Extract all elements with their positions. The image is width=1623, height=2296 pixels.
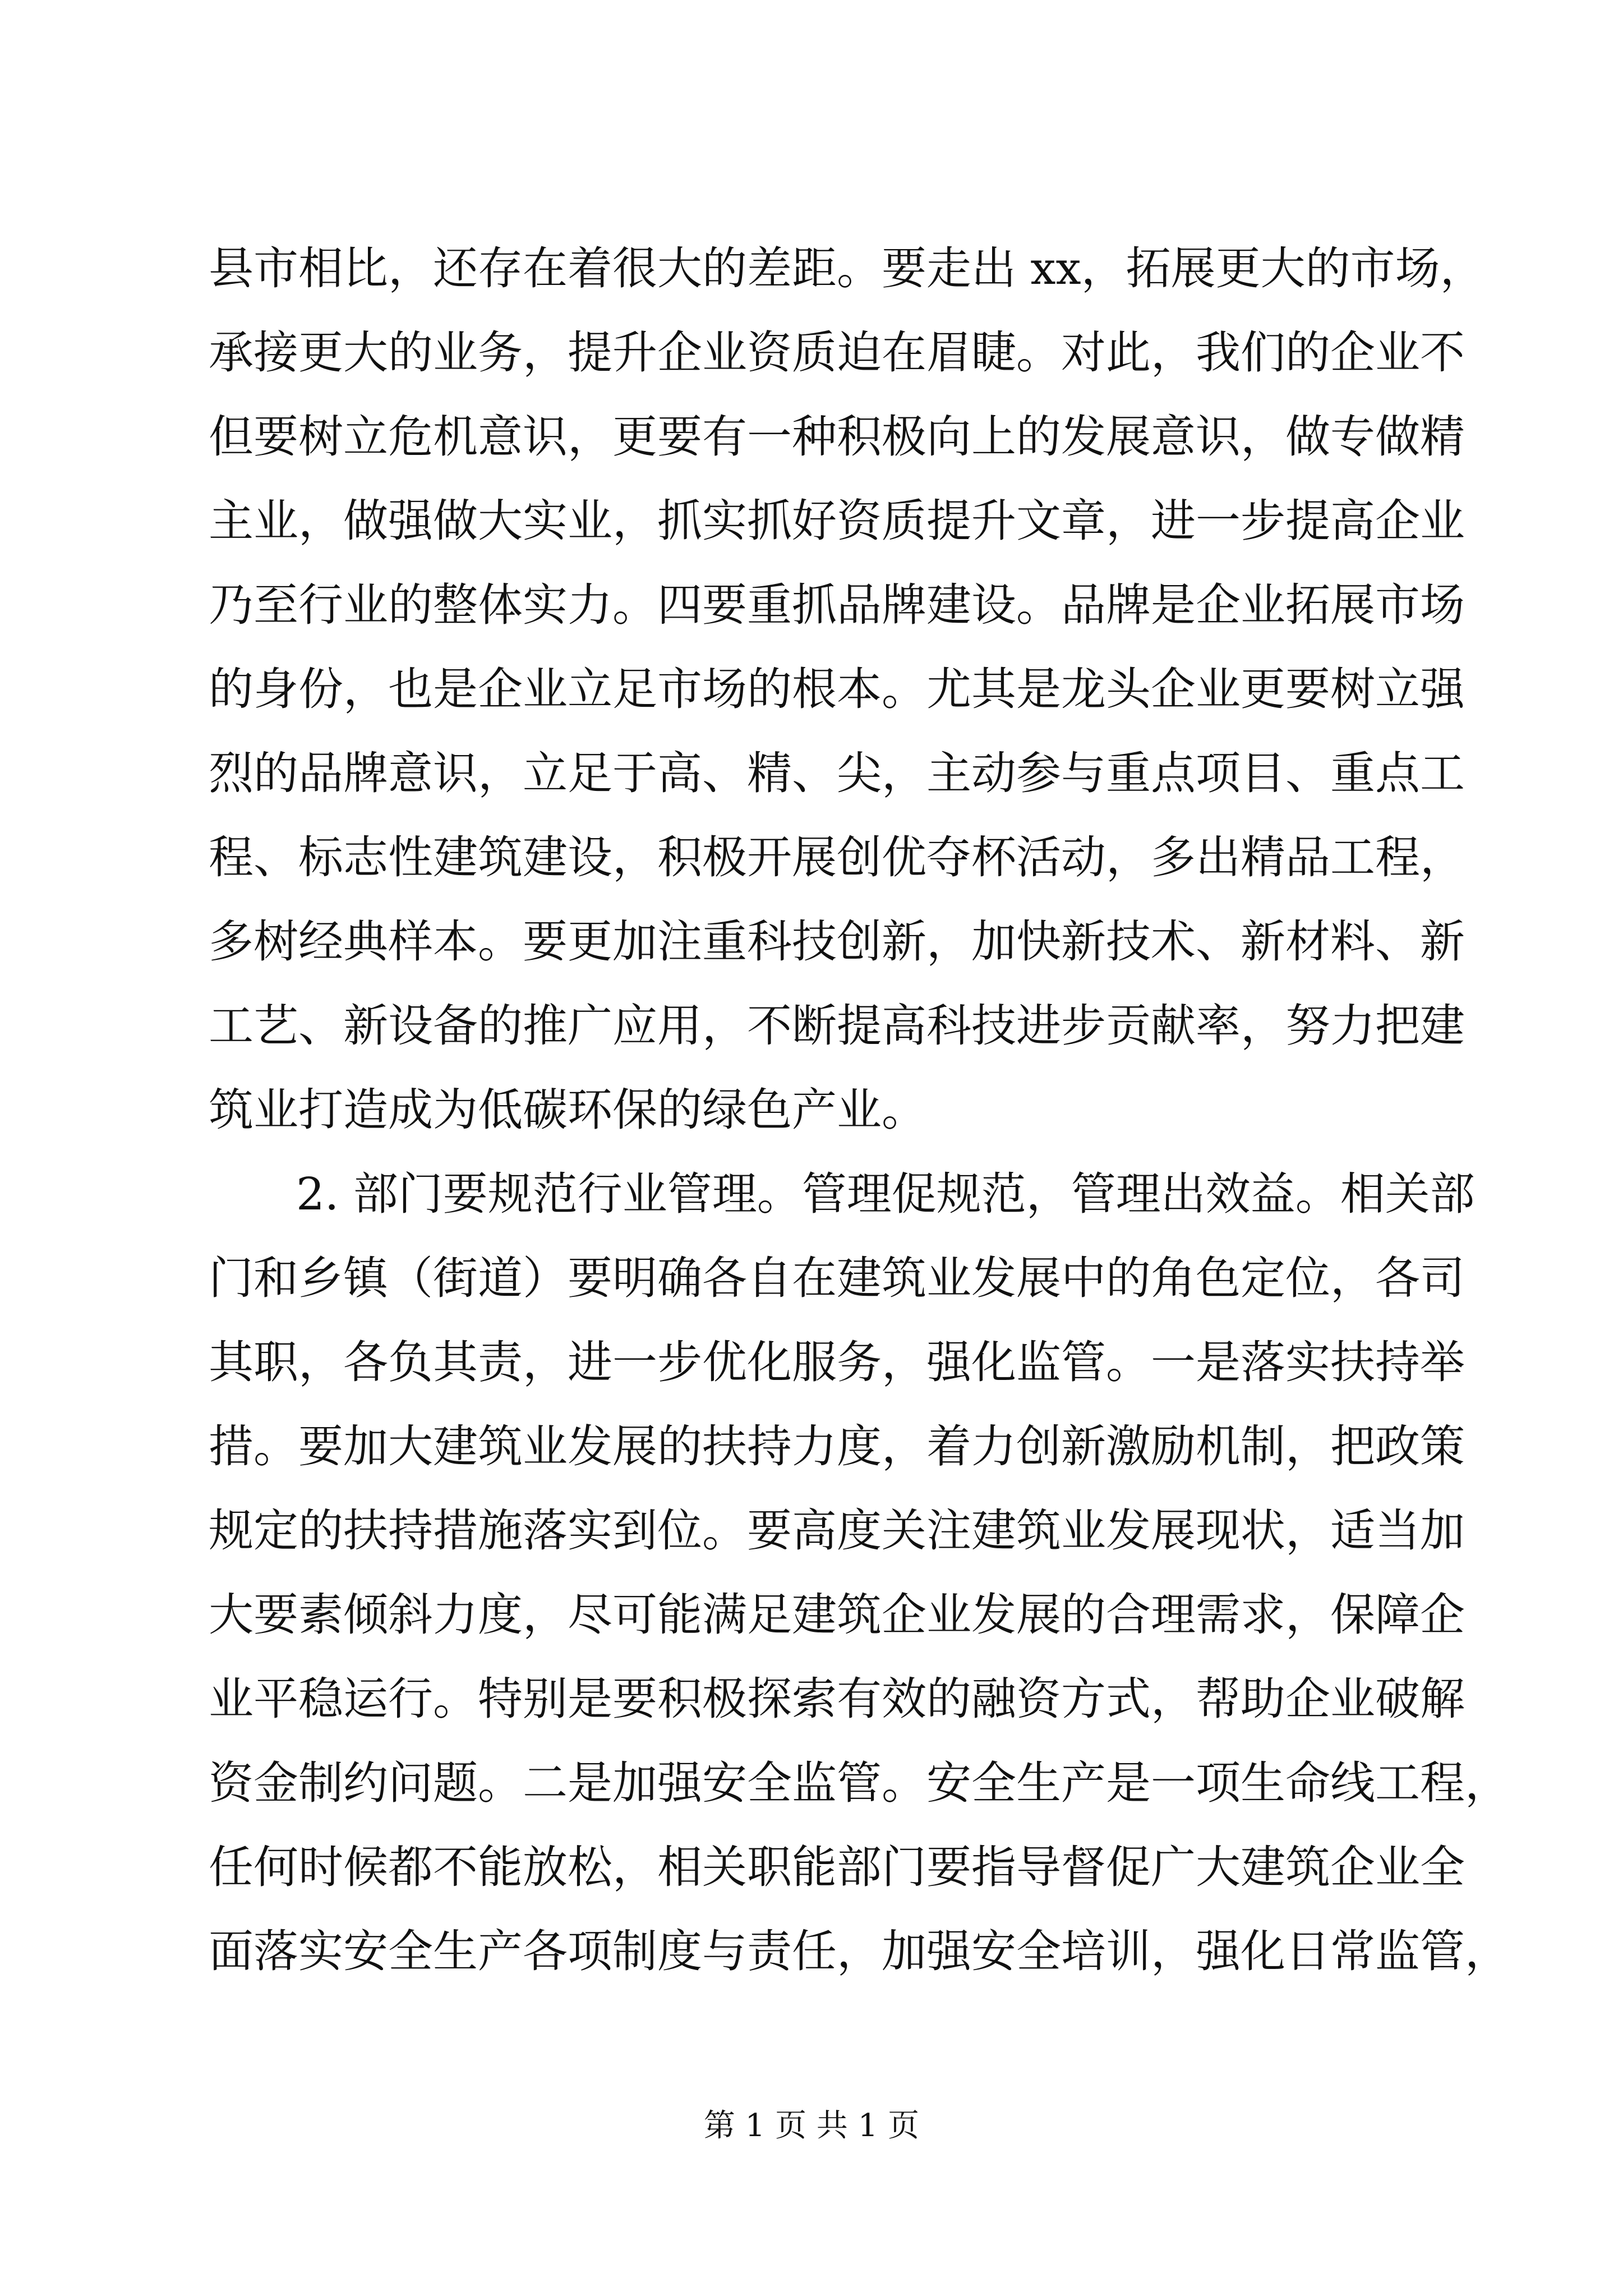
text-line: 县市相比，还存在着很大的差距。要走出 xx，拓展更大的市场， [209,242,1485,295]
text-line: 门和乡镇（街道）要明确各自在建筑业发展中的角色定位，各司 [209,1252,1465,1304]
text-line: 措。要加大建筑业发展的扶持力度，着力创新激励机制，把政策 [209,1420,1465,1473]
text-line: 承接更大的业务，提升企业资质迫在眉睫。对此，我们的企业不 [209,326,1465,379]
text-line: 多树经典样本。要更加注重科技创新，加快新技术、新材料、新 [209,915,1465,968]
text-line: 其职，各负其责，进一步优化服务，强化监管。一是落实扶持举 [209,1336,1465,1388]
text-line: 主业，做强做大实业，抓实抓好资质提升文章，进一步提高企业 [209,495,1465,547]
page-footer: 第 1 页 共 1 页 [703,2108,920,2144]
text-line: 程、标志性建筑建设，积极开展创优夺杯活动，多出精品工程， [209,831,1465,884]
text-line: 资金制约问题。二是加强安全监管。安全生产是一项生命线工程， [209,1757,1510,1809]
text-line: 但要树立危机意识，更要有一种积极向上的发展意识，做专做精 [209,411,1465,463]
text-line: 乃至行业的整体实力。四要重抓品牌建设。品牌是企业拓展市场 [209,579,1465,631]
body-text [209,227,1510,1994]
text-line: 业平稳运行。特别是要积极探索有效的融资方式，帮助企业破解 [209,1673,1465,1725]
text-line: 工艺、新设备的推广应用，不断提高科技进步贡献率，努力把建 [209,1000,1465,1052]
paragraph-start-line: 2. 部门要规范行业管理。管理促规范，管理出效益。相关部 [296,1168,1475,1220]
text-line: 规定的扶持措施落实到位。要高度关注建筑业发展现状，适当加 [209,1504,1465,1557]
paragraph-end-line: 筑业打造成为低碳环保的绿色产业。 [209,1084,926,1136]
text-line: 面落实安全生产各项制度与责任，加强安全培训，强化日常监管， [209,1925,1510,1977]
text-line: 任何时候都不能放松，相关职能部门要指导督促广大建筑企业全 [209,1841,1465,1893]
text-line: 大要素倾斜力度，尽可能满足建筑企业发展的合理需求，保障企 [209,1589,1465,1641]
text-line: 烈的品牌意识，立足于高、精、尖，主动参与重点项目、重点工 [209,747,1465,799]
text-line: 的身份，也是企业立足市场的根本。尤其是龙头企业更要树立强 [209,663,1465,715]
